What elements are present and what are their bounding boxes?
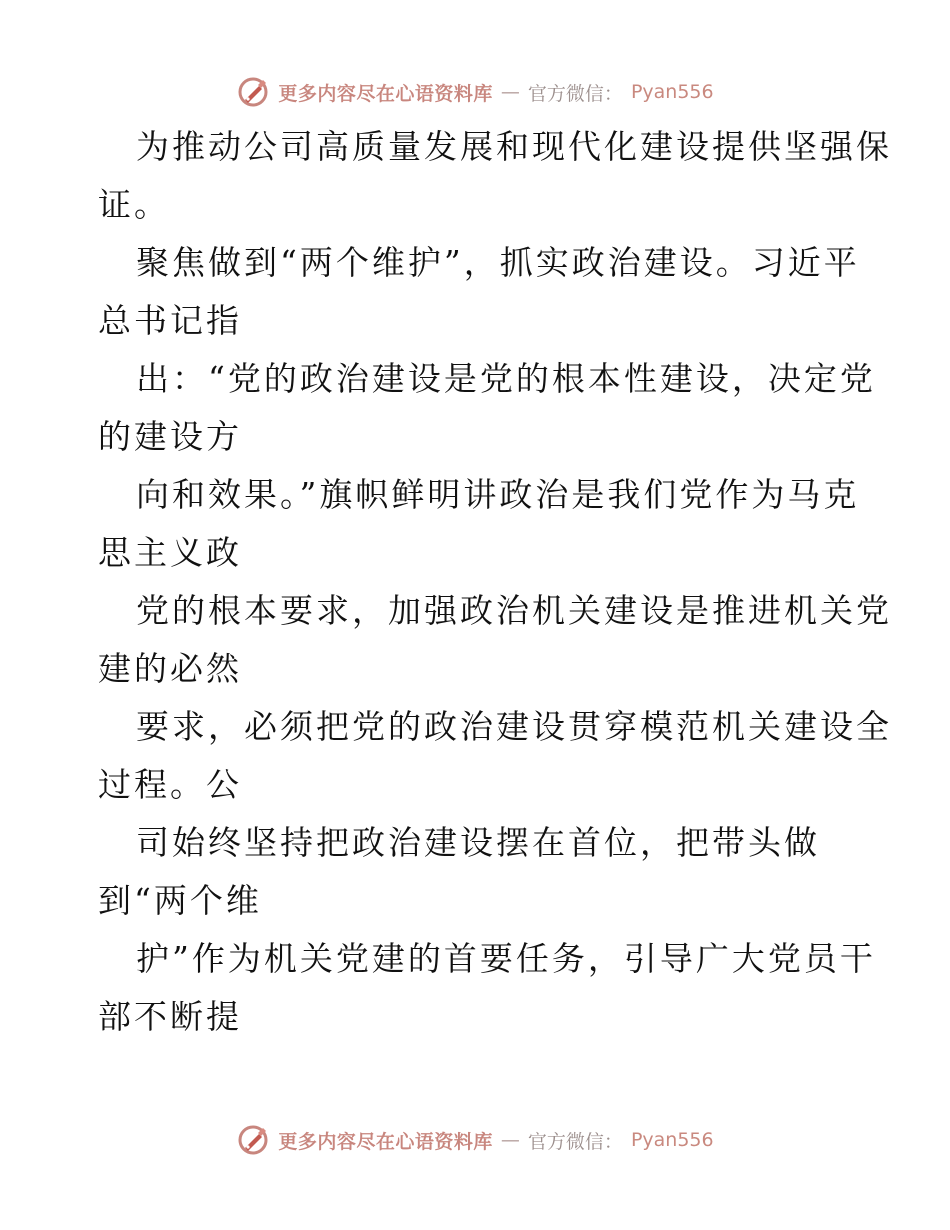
body-line: 聚焦做到“两个维护”，抓实政治建设。习近平	[136, 243, 860, 282]
body-line: 要求，必须把党的政治建设贯穿模范机关建设全	[136, 707, 892, 746]
watermark-slogan: 更多内容尽在心语资料库	[278, 1130, 493, 1153]
watermark-wechat-label: 官方微信：	[527, 1130, 623, 1153]
watermark-wechat-id: Pyan556	[630, 1129, 714, 1151]
body-line: 的建设方	[98, 417, 242, 456]
watermark-wechat-label: 官方微信：	[527, 82, 623, 105]
body-line: 到“两个维	[98, 881, 262, 920]
footer-watermark-banner	[0, 1120, 950, 1160]
body-line: 为推动公司高质量发展和现代化建设提供坚强保	[136, 127, 892, 166]
body-line: 过程。公	[98, 765, 242, 804]
watermark-dash: —	[500, 1129, 520, 1151]
body-line: 向和效果。”旗帜鲜明讲政治是我们党作为马克	[136, 475, 860, 514]
body-line: 总书记指	[98, 301, 242, 340]
body-line: 建的必然	[98, 649, 242, 688]
pen-nib-logo-icon	[236, 75, 270, 109]
body-line: 思主义政	[98, 533, 242, 572]
header-watermark-banner	[0, 72, 950, 112]
body-line: 部不断提	[98, 997, 242, 1036]
body-line: 党的根本要求，加强政治机关建设是推进机关党	[136, 591, 892, 630]
body-line: 出：“党的政治建设是党的根本性建设，决定党	[136, 359, 876, 398]
watermark-slogan: 更多内容尽在心语资料库	[278, 82, 493, 105]
pen-nib-logo-icon	[236, 1123, 270, 1157]
watermark-wechat-id: Pyan556	[630, 81, 714, 103]
body-line: 司始终坚持把政治建设摆在首位，把带头做	[136, 823, 820, 862]
watermark-dash: —	[500, 81, 520, 103]
body-line: 护”作为机关党建的首要任务，引导广大党员干	[136, 939, 876, 978]
body-line: 证。	[98, 185, 170, 224]
document-body	[98, 118, 892, 1046]
